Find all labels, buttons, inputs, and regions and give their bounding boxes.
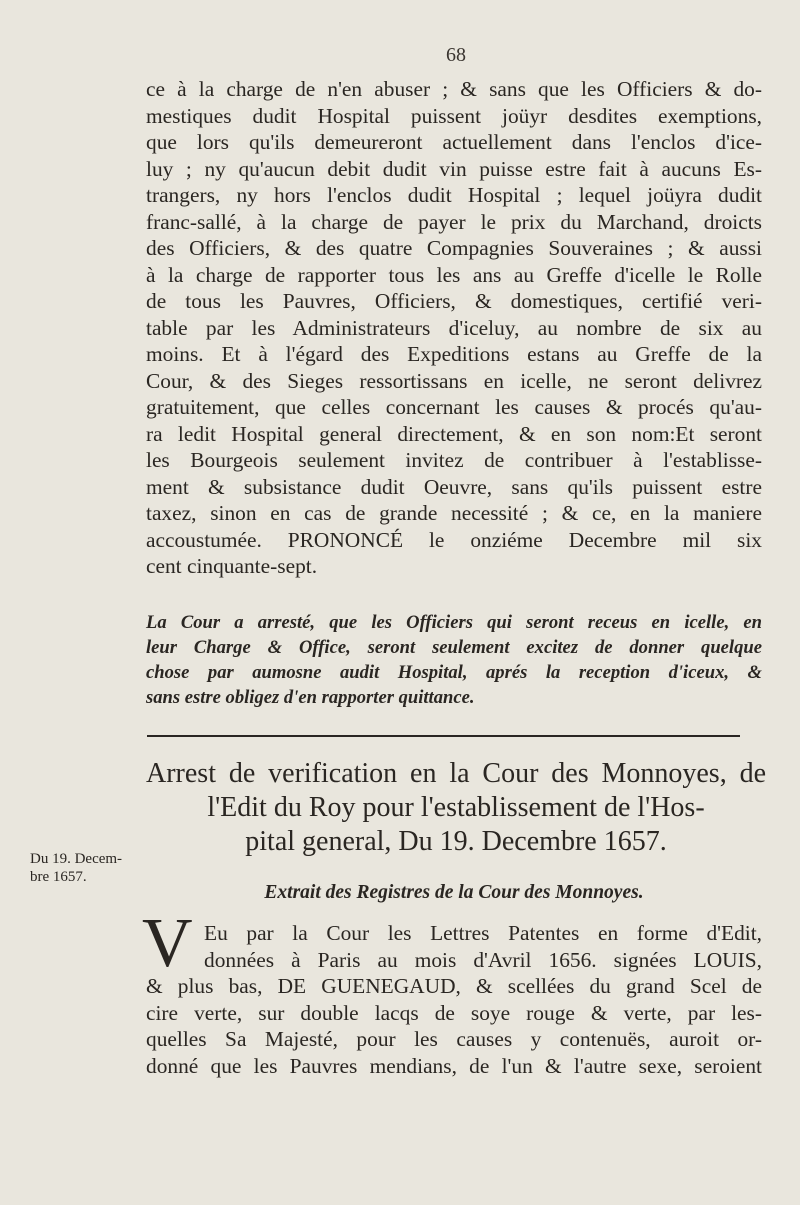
body-text-bottom <box>146 920 762 1079</box>
text-line: quelles Sa Majesté, pour les causes y contenuës, auroit or- <box>146 1027 762 1051</box>
italic-decree <box>146 610 762 710</box>
drop-cap: V <box>142 905 193 982</box>
text-line: ra ledit Hospital general directement, & en son nom:Et seront <box>146 421 762 446</box>
text-line: ce à la charge de n'en abuser ; & sans que les Officiers & do- <box>146 77 762 101</box>
text-line: mestiques dudit Hospital puissent joüyr desdites exemptions, <box>146 103 762 128</box>
section-title <box>146 757 766 859</box>
margin-note: Du 19. Decem- bre 1657. <box>30 851 123 885</box>
text-line: cent cinquante-sept. <box>146 554 318 578</box>
text-line: donné que les Pauvres mendians, de l'un & l'autre sexe, seroient <box>146 1053 762 1078</box>
page-number: 68 <box>446 44 466 66</box>
text-line: gratuitement, que celles concernant les causes & procés qu'au- <box>146 395 762 419</box>
italic-line: sans estre obligez d'en rapporter quittance. <box>146 687 475 708</box>
text-line: cire verte, sur double lacqs de soye rouge & verte, par les- <box>146 1000 762 1025</box>
italic-line: La Cour a arresté, que les Officiers qui seront receus en icelle, en <box>146 612 762 633</box>
text-line: franc-sallé, à la charge de payer le prix du Marchand, droicts <box>146 209 762 234</box>
title-line: Arrest de verification en la Cour des Monnoyes, de <box>146 758 766 789</box>
section-divider <box>147 735 740 737</box>
body-text-top <box>146 76 762 580</box>
text-line: Eu par la Cour les Lettres Patentes en forme d'Edit, <box>204 921 762 945</box>
text-line: & plus bas, DE GUENEGAUD, & scellées du grand Scel de <box>146 974 762 998</box>
text-line: taxez, sinon en cas de grande necessité ; & ce, en la maniere <box>146 501 762 525</box>
title-line: l'Edit du Roy pour l'establissement de l'Hos- <box>207 792 705 823</box>
text-line: données à Paris au mois d'Avril 1656. signées LOUIS, <box>204 947 762 972</box>
text-line: des Officiers, & des quatre Compagnies Souveraines ; & aussi <box>146 236 762 260</box>
italic-line: leur Charge & Office, seront seulement excitez de donner quelque <box>146 637 762 658</box>
text-line: moins. Et à l'égard des Expeditions estans au Greffe de la <box>146 342 762 366</box>
text-line: luy ; ny qu'aucun debit dudit vin puisse estre fait à aucuns Es- <box>146 156 762 181</box>
text-line: trangers, ny hors l'enclos dudit Hospital ; lequel joüyra dudit <box>146 183 762 207</box>
text-line: table par les Administrateurs d'iceluy, au nombre de six au <box>146 315 762 340</box>
title-line: pital general, Du 19. Decembre 1657. <box>245 826 667 857</box>
text-line: ment & subsistance dudit Oeuvre, sans qu'ils puissent estre <box>146 474 762 499</box>
section-subtitle: Extrait des Registres de la Cour des Monnoyes. <box>264 882 644 903</box>
text-line: Cour, & des Sieges ressortissans en icelle, ne seront delivrez <box>146 368 762 393</box>
text-line: les Bourgeois seulement invitez de contribuer à l'establisse- <box>146 448 762 472</box>
text-line: de tous les Pauvres, Officiers, & domestiques, certifié veri- <box>146 289 762 313</box>
text-line: que lors qu'ils demeureront actuellement dans l'enclos d'ice- <box>146 130 762 154</box>
italic-line: chose par aumosne audit Hospital, aprés la reception d'iceux, & <box>146 662 762 683</box>
text-line: à la charge de rapporter tous les ans au Greffe d'icelle le Rolle <box>146 262 762 287</box>
text-line: accoustumée. PRONONCÉ le onziéme Decembre mil six <box>146 527 762 552</box>
